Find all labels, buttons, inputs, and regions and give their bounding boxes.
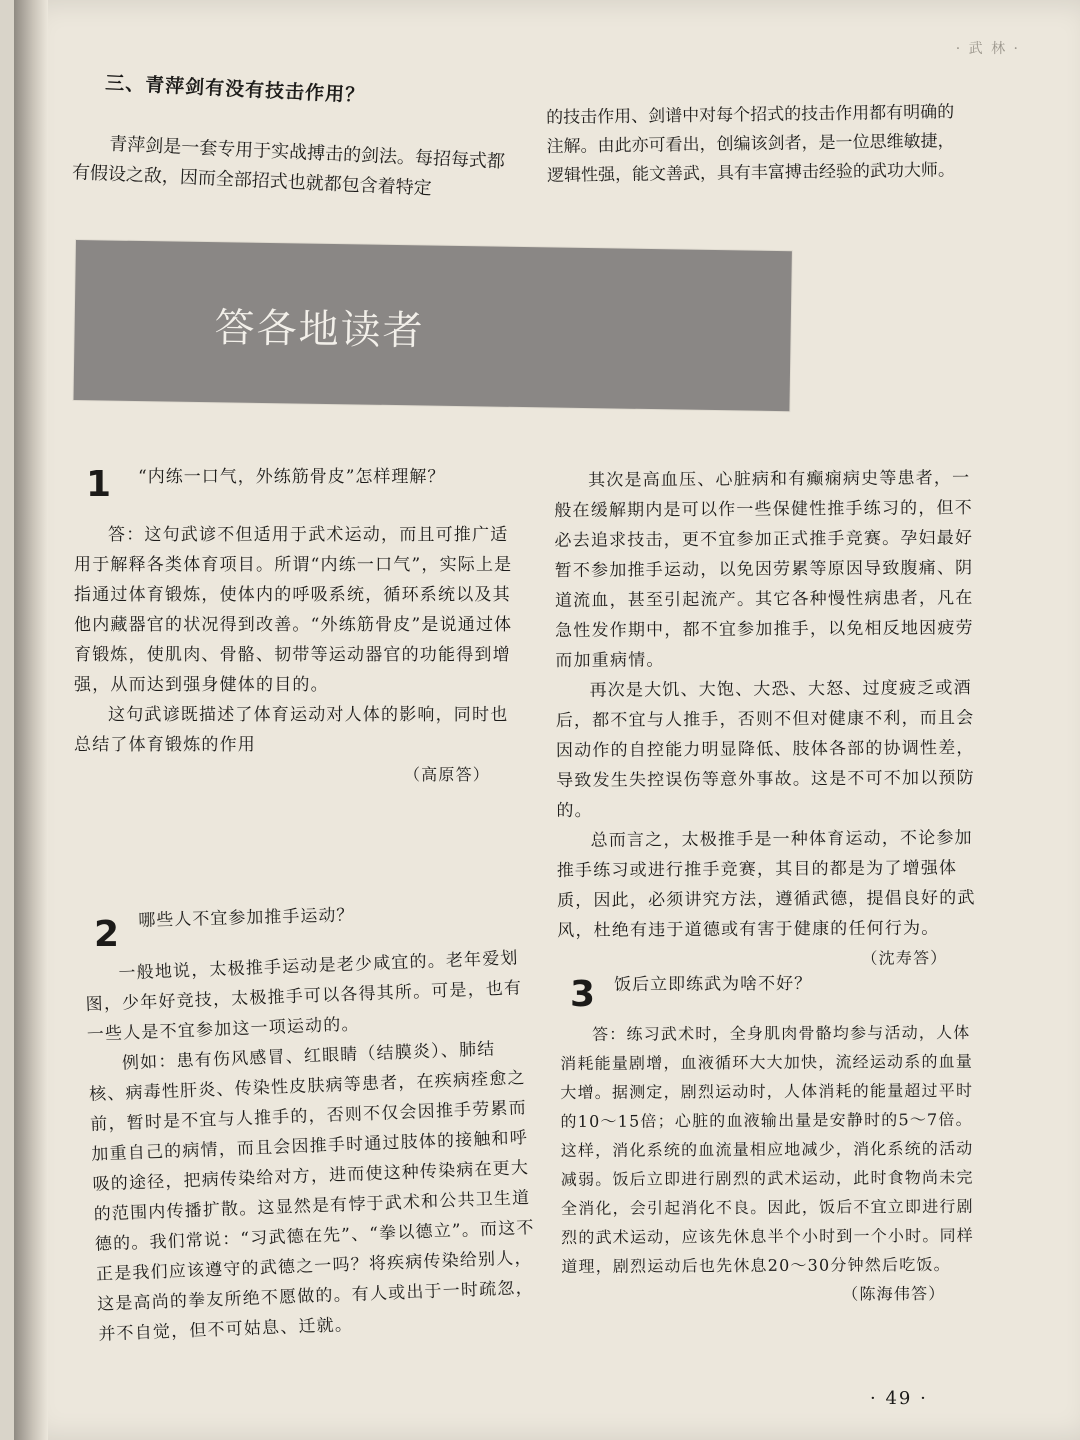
answer-paragraph: 其次是高血压、心脏病和有癫痫病史等患者，一般在缓解期内是可以作一些保健性推手练习的，但不必去追求技击，更不宜参加正式推手竞赛。孕妇最好暂不参加推手运动，以免因劳累等原因导致腹痛、阴道流血，甚至引起流产。其它各种慢性病患者，凡在急性发作期中，都不宜参加推手，以免相反地因疲劳而加重病情。 xyxy=(554,468,974,671)
banner-title: 答各地读者 xyxy=(214,305,425,355)
question-number: 2 xyxy=(94,914,120,955)
answer-paragraph: 答：这句武谚不但适用于武术运动，而且可推广适用于解释各类体育项目。所谓“内练一口气”，实际上是指通过体育锻炼，使体内的呼吸系统，循环系统以及其他内藏器官的状况得到改善。“外练筋骨皮”是说通过体育锻炼，使肌肉、骨骼、韧带等运动器官的功能得到增强，从而达到强身健体的目的。 xyxy=(74,525,513,695)
running-header: · 武 林 · xyxy=(955,41,1020,57)
intro-right-column xyxy=(546,98,967,191)
answer-paragraph: 例如：患有伤风感冒、红眼睛（结膜炎）、肺结核、病毒性肝炎、传染性皮肤病等患者，在疾病痊愈之前，暂时是不宜与人推手的，否则不仅会因推手劳累而加重自己的病情，而且会因推手时通过肢体的接触和呼吸的途径，把病传染给对方，进而使这种传染病在更大的范围内传播扩散。这显然是有悖于武术和公共卫生道德的。我们常说：“习武德在先”、“拳以德立”。而这不正是我们应该遵守的武德之一吗？将疾病传染给别人，这是高尚的拳友所绝不愿做的。有人或出于一时疏忽，并不自觉，但不可姑息、迁就。 xyxy=(88,1039,535,1345)
page-number: · 49 · xyxy=(870,1388,928,1409)
answer-continuation xyxy=(554,463,978,976)
answer-byline: （沈寿答） xyxy=(861,948,948,968)
answer-body xyxy=(74,520,520,790)
intro-continuation: 的技击作用、剑谱中对每个招式的技击作用都有明确的注解。由此亦可看出，创编该剑者，是一位思维敏捷，逻辑性强，能文善武，具有丰富搏击经验的武功大师。 xyxy=(546,102,956,186)
answer-paragraph: 这句武谚既描述了体育运动对人体的影响，同时也总结了体育锻炼的作用 xyxy=(74,705,509,755)
question-title: 饭后立即练武为啥不好？ xyxy=(614,973,813,995)
magazine-page xyxy=(14,0,1080,1440)
answer-byline: （陈海伟答） xyxy=(842,1283,946,1304)
answer-byline: （高原答） xyxy=(403,765,490,784)
question-title: 哪些人不宜参加推手运动？ xyxy=(138,905,355,931)
answer-paragraph: 一般地说，太极推手运动是老少咸宜的。老年爱划图，少年好竞技，太极推手可以各得其所。可是，也有一些人是不宜参加这一项运动的。 xyxy=(85,948,523,1045)
answer-body xyxy=(560,1018,976,1310)
question-number: 3 xyxy=(570,974,596,1015)
book-spine xyxy=(14,0,48,1440)
answer-paragraph: 再次是大饥、大饱、大恐、大怒、过度疲乏或酒后，都不宜与人推手，否则不但对健康不利，而且会因动作的自控能力明显降低、肢体各部的协调性差，导致发生失控误伤等意外事故。这是不可不加以预防的。 xyxy=(555,678,975,821)
answer-paragraph: 答：练习武术时，全身肌肉骨骼均参与活动，人体消耗能量剧增，血液循环大大加快，流经运动系的血量大增。据测定，剧烈运动时，人体消耗的能量超过平时的10～15倍；心脏的血液输出量是安静时的5～7倍。这样，消化系统的血流量相应地减少，消化系统的活动减弱。饭后立即进行剧烈的武术运动，此时食物尚未完全消化，会引起消化不良。因此，饭后不宜立即进行剧烈的武术运动，应该先休息半个小时到一个小时。同样道理，剧烈运动后也先休息20～30分钟然后吃饭。 xyxy=(560,1022,974,1276)
intro-left-column xyxy=(71,128,513,208)
section-heading: 三、青萍剑有没有技击作用？ xyxy=(104,71,366,107)
answer-paragraph: 总而言之，太极推手是一种体育运动，不论参加推手练习或进行推手竞赛，其目的都是为了增强体质，因此，必须讲究方法，遵循武德，提倡良好的武风，杜绝有违于道德或有害于健康的任何行为。 xyxy=(556,828,976,941)
question-title: “内练一口气，外练筋骨皮”怎样理解？ xyxy=(138,467,446,487)
question-number: 1 xyxy=(86,464,112,505)
answer-body xyxy=(84,943,539,1350)
intro-paragraph: 青萍剑是一套专用于实战搏击的剑法。每招每式都有假设之敌，因而全部招式也就都包含着特定 xyxy=(71,133,506,200)
title-banner xyxy=(73,240,791,411)
